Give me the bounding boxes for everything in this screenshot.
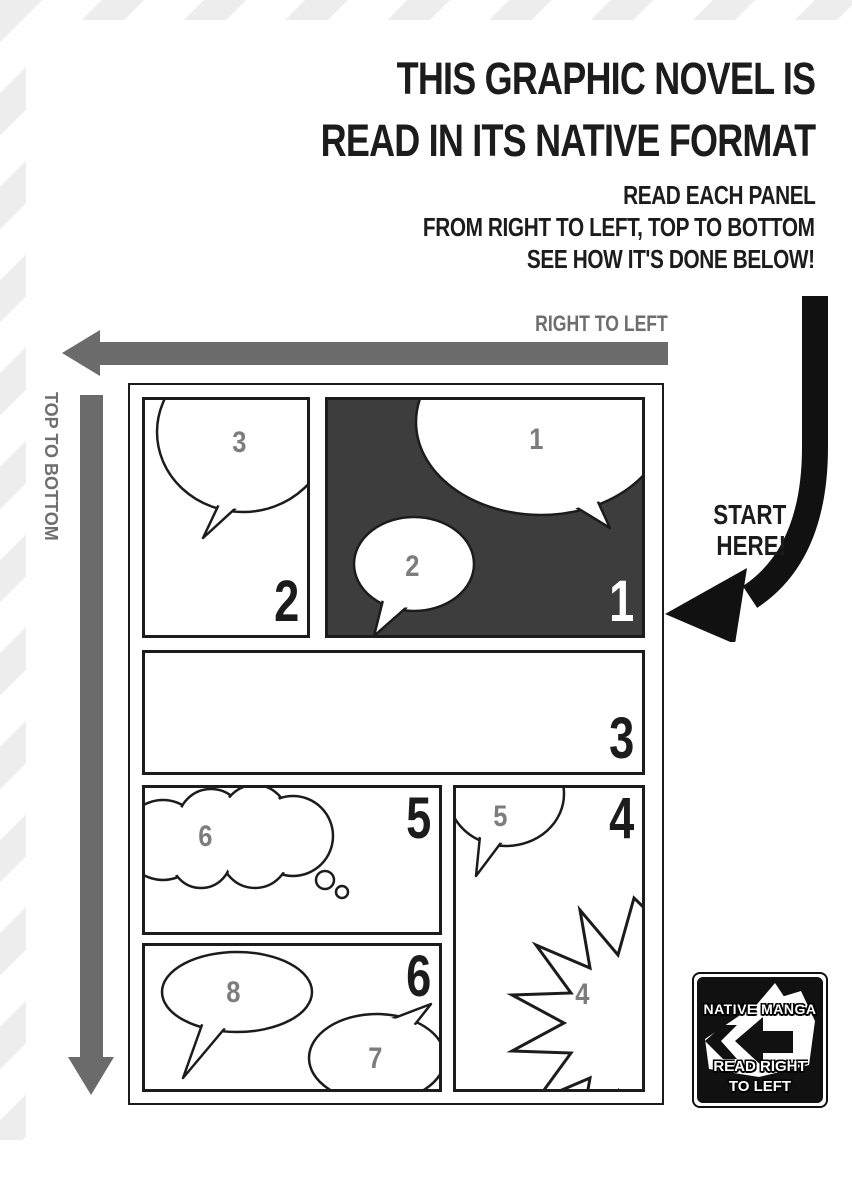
example-comic-page <box>128 383 664 1105</box>
top-edge-stripes-decoration <box>0 0 852 20</box>
thought-bubble-number: 6 <box>198 820 213 853</box>
subtitle <box>325 180 815 276</box>
subtitle-line-3: SEE HOW IT'S DONE BELOW! <box>527 243 815 274</box>
panel-6-speech-bubbles <box>145 946 439 1089</box>
right-to-left-label: RIGHT TO LEFT <box>535 311 668 336</box>
page-title <box>197 48 815 172</box>
panel-number: 6 <box>405 944 431 1009</box>
right-to-left-arrowhead-icon <box>62 330 100 376</box>
native-manga-badge <box>692 972 828 1108</box>
comic-panel-1 <box>325 397 645 638</box>
panel-1-speech-bubbles <box>328 400 642 635</box>
start-here-curved-arrow-icon <box>655 292 830 642</box>
panel-number: 3 <box>608 706 634 771</box>
badge-subtitle-line-1: READ RIGHT <box>713 1058 807 1075</box>
comic-panel-3 <box>142 650 645 775</box>
title-line-1: THIS GRAPHIC NOVEL IS <box>396 53 815 104</box>
top-to-bottom-label: TOP TO BOTTOM <box>41 392 61 541</box>
panel-number: 1 <box>608 569 634 634</box>
panel-5-thought-bubble <box>145 788 439 932</box>
comic-panel-6 <box>142 943 442 1092</box>
speech-bubble-number: 2 <box>405 550 420 583</box>
right-to-left-arrow <box>98 342 668 365</box>
badge-title: NATIVE MANGA <box>703 1001 817 1017</box>
panel-number: 5 <box>405 786 431 851</box>
speech-bubble-number: 8 <box>226 976 241 1009</box>
speech-bubble-number: 7 <box>368 1042 383 1075</box>
panel-number: 4 <box>608 786 634 851</box>
comic-panel-5 <box>142 785 442 935</box>
burst-bubble-number: 4 <box>575 978 590 1011</box>
badge-subtitle-line-2: TO LEFT <box>728 1078 792 1095</box>
comic-panel-2 <box>142 397 310 638</box>
speech-bubble-number: 1 <box>529 423 544 456</box>
start-here-label: START HERE! <box>713 499 786 561</box>
subtitle-line-2: FROM RIGHT TO LEFT, TOP TO BOTTOM <box>423 211 815 242</box>
top-to-bottom-arrow <box>80 395 103 1057</box>
subtitle-line-1: READ EACH PANEL <box>622 180 815 210</box>
comic-panel-4 <box>453 785 645 1092</box>
speech-bubble-number: 3 <box>232 426 247 459</box>
panel-number: 2 <box>273 569 299 634</box>
speech-bubble-number: 5 <box>493 800 508 833</box>
left-edge-stripes-decoration <box>0 0 26 1140</box>
top-to-bottom-arrowhead-icon <box>68 1057 114 1095</box>
title-line-2: READ IN ITS NATIVE FORMAT <box>320 115 815 167</box>
